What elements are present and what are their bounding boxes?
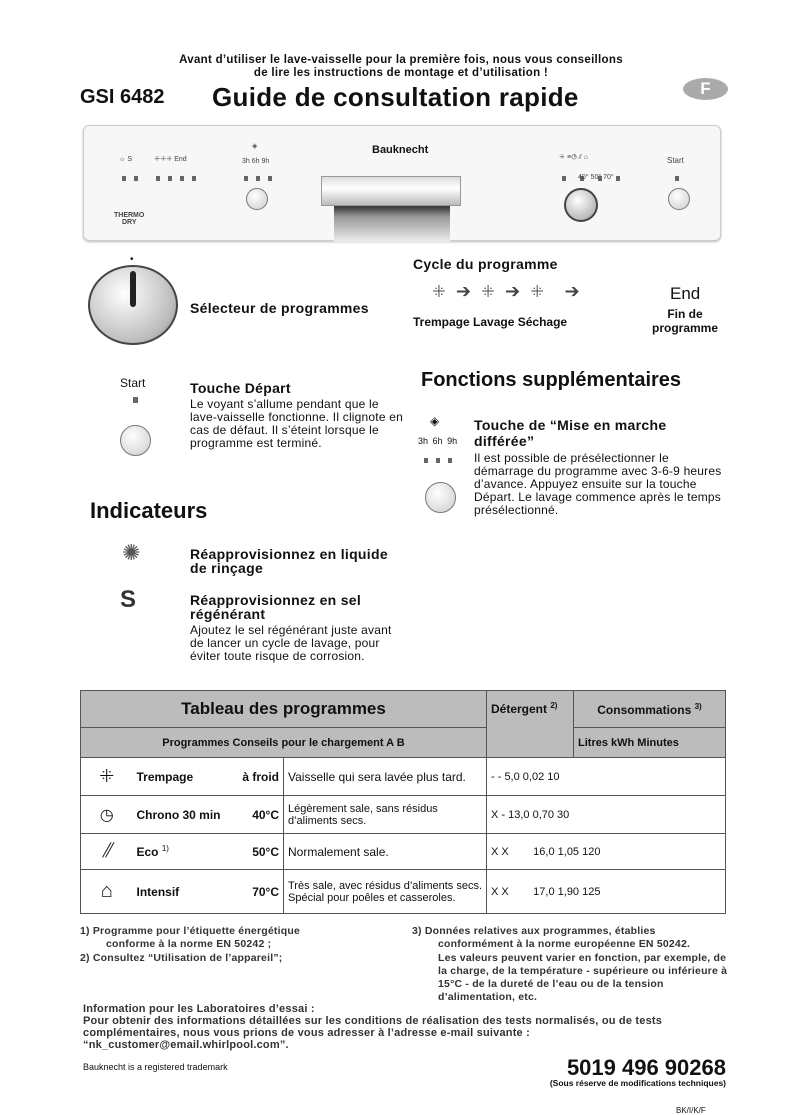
footnote-1: 1) Programme pour l’étiquette énergétique conforme à la norme EN 50242 ; [80, 925, 300, 950]
soak-icon: ꔰ [81, 758, 133, 796]
eco-icon: ⫽ [81, 834, 133, 870]
lab-info: Information pour les Laboratoires d’essai : Pour obtenir des informations détaillées sur les conditions de réalisation des tests normalisés, ou de tests complémentaires, nous vous prions de vous adresser à l’adresse e-mail suivante : “nk_customer@email.whirlpool.com”. [83, 1003, 663, 1051]
table-row: ⫽ Eco $^{1)}$ 50°C Normalement sale. X X 16,0 1,05 120 [81, 834, 726, 870]
indicators-title: Indicateurs [90, 498, 208, 523]
salt-label: Réapprovisionnez en sel régénérant [190, 592, 362, 622]
start-text: Le voyant s’allume pendant que le lave-vaisselle fonctionne. Il clignote en cas de défaut. Il s’éteint lorsque le programme est terminé. [190, 397, 403, 450]
salt-text: Ajoutez le sel régénérant juste avant de lancer un cycle de lavage, pour éviter toute risque de corrosion. [190, 623, 392, 663]
door-handle [321, 176, 461, 206]
selector-label: Sélecteur de programmes [190, 300, 369, 316]
program-selector-knob[interactable] [88, 265, 178, 345]
functions-subtitle: Touche de “Mise en marche différée” [474, 417, 667, 449]
rinse-aid-icon: ✺ [122, 540, 141, 565]
document-number: 5019 496 90268 [566, 1055, 726, 1080]
delay-button[interactable] [425, 482, 456, 513]
brand-logo: Bauknecht [372, 144, 429, 156]
intro-text: Avant d’utiliser le lave-vaisselle pour la première fois, nous vous conseillons de lire les instructions de montage et d’utilisation ! [179, 54, 623, 79]
chrono-icon: ◷ [81, 796, 133, 834]
panel-start-button [668, 188, 690, 210]
start-button[interactable] [120, 425, 151, 456]
cycle-steps: Trempage Lavage Séchage [413, 315, 568, 329]
cycle-icons: ꔰ ➔ ꔰ ➔ ꔰ ➔ [432, 284, 580, 301]
cycle-icons: ꔰꔰꔰ End [154, 156, 187, 163]
table-row: ꔰ Trempage à froid Vaisselle qui sera lavée plus tard. - - 5,0 0,02 10 [81, 758, 726, 796]
table-row: ⌂ Intensif 70°C Très sale, avec résidus d’aliments secs. Spécial pour poêles et casseroles. X X 17,0 1,90 125 [81, 870, 726, 914]
footnote-2: 2) Consultez “Utilisation de l’appareil”; [80, 952, 283, 964]
intensive-icon: ⌂ [81, 870, 133, 914]
page-title: Guide de consultation rapide [212, 82, 579, 112]
table-row: ◷ Chrono 30 min 40°C Légèrement sale, sans résidus d’aliments secs. X - 13,0 0,70 30 [81, 796, 726, 834]
footnote-3: 3) Données relatives aux programmes, établies conformément à la norme européenne EN 50242. Les valeurs peuvent varier en fonction, par exemple, de la charge, de la température - supérieure ou inférieure à 15°C - de la dureté de l’eau ou de la tension d’alimentation, etc. [412, 925, 728, 1003]
start-title: Touche Départ [190, 380, 291, 396]
functions-text: Il est possible de présélectionner le démarrage du programme avec 3-6-9 heures d’avance. Appuyez ensuite sur la touche Départ. Le lavage commence après le temps présélectionné. [474, 451, 722, 517]
control-panel-illustration: ☼ S ꔰꔰꔰ End ◈ 3h 6h 9h THERMO DRY Bauknecht ꔰ ≡◷ ⫽ ⌂ 40° 50° 70° Start [83, 125, 721, 241]
language-code: BK/I/K/F [676, 1106, 706, 1115]
delay-icon: ◈ [252, 143, 258, 150]
panel-delay-button [246, 188, 268, 210]
start-label: Start [120, 376, 146, 390]
rinse-aid-label: Réapprovisionnez en liquide de rinçage [190, 546, 388, 576]
delay-icon: ◈ [430, 414, 440, 428]
rinse-salt-icons: ☼ S [119, 156, 133, 163]
document-note: (Sous réserve de modifications techniques) [549, 1078, 726, 1088]
model-number: GSI 6482 [80, 86, 165, 108]
start-led [133, 397, 138, 403]
cycle-end-label: Fin de programme [651, 307, 719, 335]
trademark: Bauknecht is a registered trademark [83, 1062, 228, 1072]
cycle-title: Cycle du programme [413, 256, 558, 272]
cycle-end: End [670, 284, 701, 303]
program-table: Tableau des programmes Détergent $^{2)}$ Consommations $^{3)}$ Programmes Conseils pour le chargement A B Litres kWh Minutes ꔰ Trempage à froid Vaisselle qui sera lavée plus tard. - - 5,0 0,02 10 ◷ Chrono 30 min 40°C Légèrement sale, sans résidus d’aliments secs. X - 13,0 0,70 30 ⫽ Eco $^{1)}$ 50°C Normalement sale. X X 16,0 1,05 120 ⌂ Intensif 70°C Très sale, avec résidus d’aliments secs. Spécial pour poêles et casseroles. X X 17,0 1,90 125 [80, 690, 726, 914]
panel-knob [564, 188, 598, 222]
functions-title: Fonctions supplémentaires [421, 369, 682, 391]
language-badge: F [683, 78, 728, 100]
salt-icon: S [120, 586, 137, 613]
